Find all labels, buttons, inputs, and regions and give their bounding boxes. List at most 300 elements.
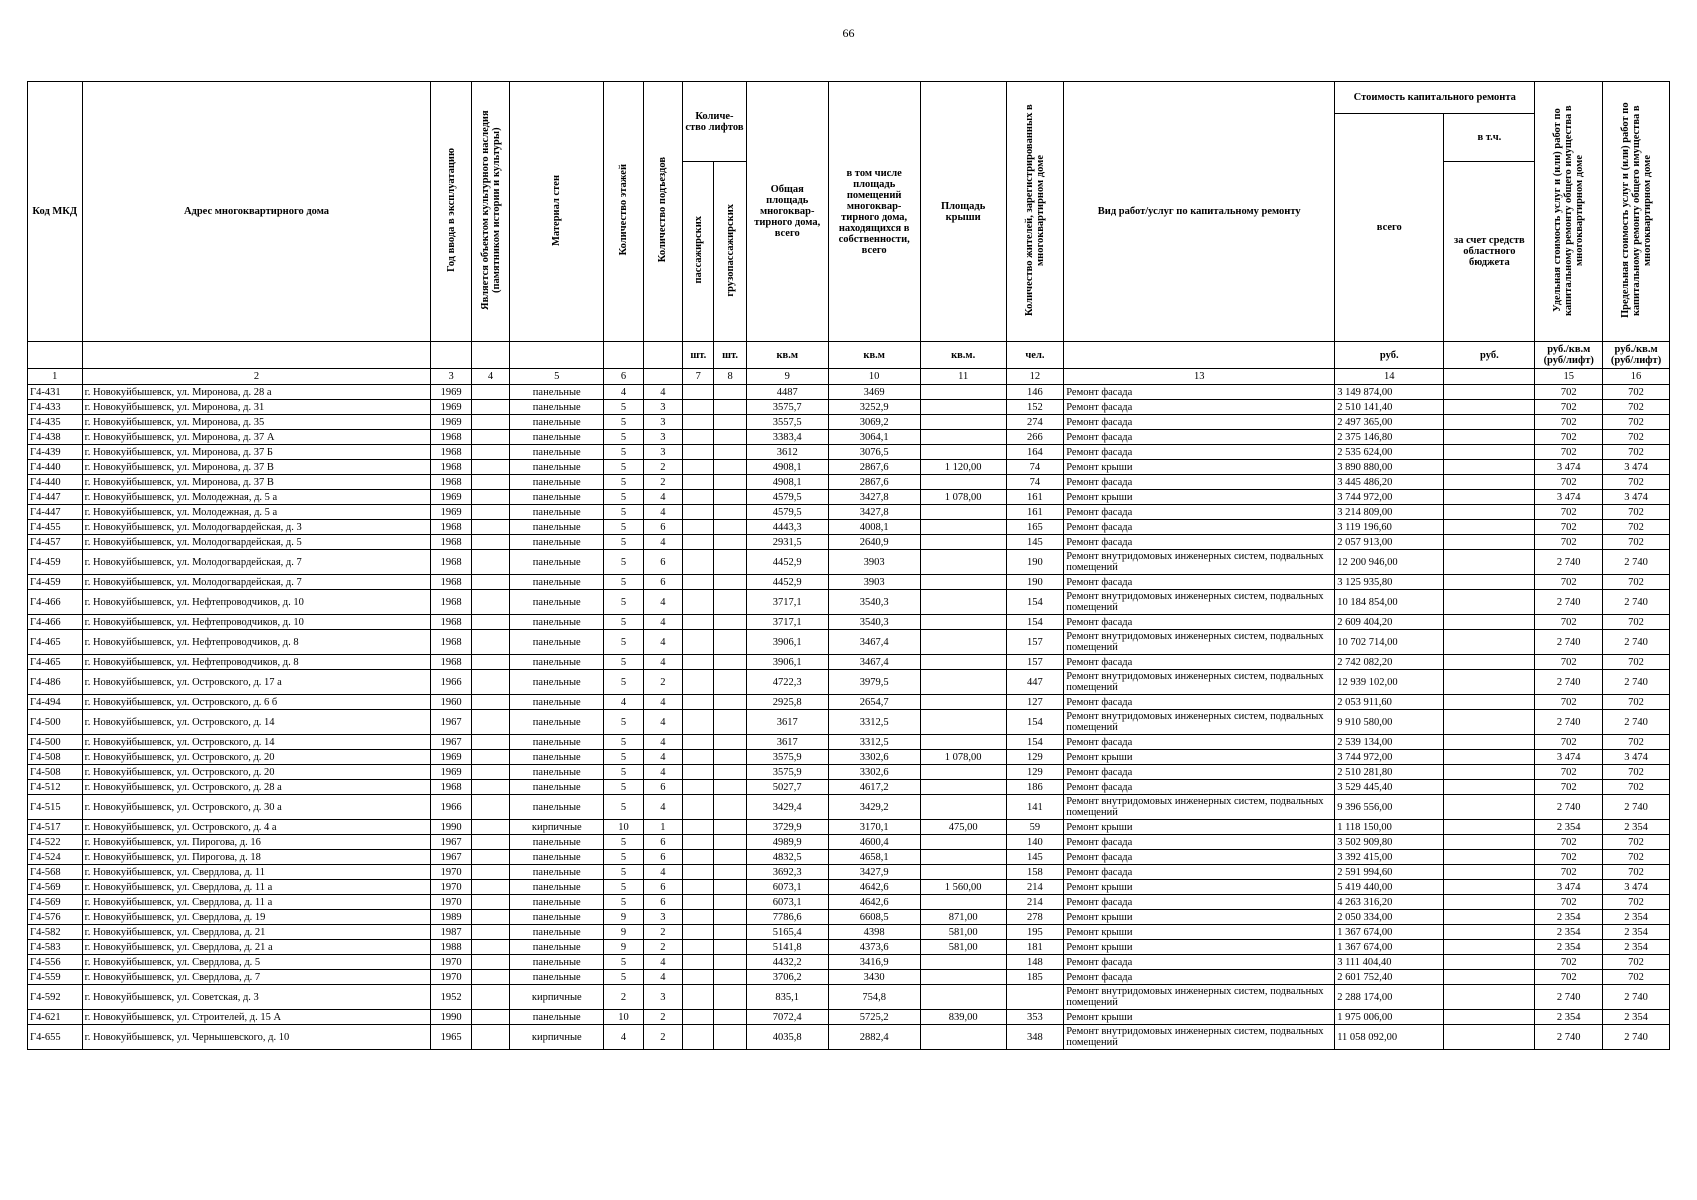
row-max-cost: 702 <box>1603 385 1670 400</box>
row-unit-cost: 2 740 <box>1535 710 1603 735</box>
row-cost-total: 2 375 146,80 <box>1335 430 1444 445</box>
row-roof-area <box>920 385 1006 400</box>
row-cost-total: 3 214 809,00 <box>1335 505 1444 520</box>
row-address: г. Новокуйбышевск, ул. Молодогвардейская, д. 7 <box>82 575 431 590</box>
row-material: панельные <box>510 475 604 490</box>
row-lifts-pass <box>683 520 714 535</box>
row-area-total: 2925,8 <box>746 695 828 710</box>
row-area-owned: 3903 <box>828 575 920 590</box>
row-material: панельные <box>510 445 604 460</box>
row-floors: 5 <box>604 430 643 445</box>
row-lifts-pass <box>683 895 714 910</box>
row-material: панельные <box>510 400 604 415</box>
col-num: 4 <box>471 369 509 385</box>
row-residents: 152 <box>1006 400 1064 415</box>
row-cost-regional <box>1444 940 1535 955</box>
row-year: 1970 <box>431 895 471 910</box>
row-work-type: Ремонт фасада <box>1064 535 1335 550</box>
row-entrances: 1 <box>643 820 682 835</box>
table-row <box>28 630 1670 655</box>
row-residents: 158 <box>1006 865 1064 880</box>
row-unit-cost: 702 <box>1535 970 1603 985</box>
row-heritage <box>471 1025 509 1050</box>
row-code: Г4-438 <box>28 430 83 445</box>
row-code: Г4-655 <box>28 1025 83 1050</box>
row-entrances: 4 <box>643 710 682 735</box>
row-year: 1968 <box>431 575 471 590</box>
row-material: панельные <box>510 550 604 575</box>
row-entrances: 4 <box>643 955 682 970</box>
row-work-type: Ремонт внутридомовых инженерных систем, подвальных помещений <box>1064 550 1335 575</box>
row-residents: 353 <box>1006 1010 1064 1025</box>
row-year: 1969 <box>431 765 471 780</box>
row-roof-area <box>920 590 1006 615</box>
row-material: панельные <box>510 490 604 505</box>
row-address: г. Новокуйбышевск, ул. Островского, д. 17 а <box>82 670 431 695</box>
row-residents: 157 <box>1006 655 1064 670</box>
row-heritage <box>471 820 509 835</box>
row-year: 1968 <box>431 445 471 460</box>
row-area-total: 4443,3 <box>746 520 828 535</box>
row-lifts-cargo <box>714 655 746 670</box>
row-heritage <box>471 430 509 445</box>
row-lifts-cargo <box>714 735 746 750</box>
row-area-total: 3617 <box>746 735 828 750</box>
row-area-total: 3383,4 <box>746 430 828 445</box>
row-code: Г4-494 <box>28 695 83 710</box>
row-lifts-pass <box>683 970 714 985</box>
col-num <box>643 369 682 385</box>
row-cost-total: 2 609 404,20 <box>1335 615 1444 630</box>
row-code: Г4-582 <box>28 925 83 940</box>
row-material: панельные <box>510 750 604 765</box>
row-year: 1990 <box>431 820 471 835</box>
table-row <box>28 445 1670 460</box>
row-floors: 5 <box>604 505 643 520</box>
row-address: г. Новокуйбышевск, ул. Свердлова, д. 11 а <box>82 880 431 895</box>
row-area-owned: 754,8 <box>828 985 920 1010</box>
row-cost-regional <box>1444 520 1535 535</box>
row-heritage <box>471 835 509 850</box>
row-floors: 5 <box>604 750 643 765</box>
row-cost-total: 2 053 911,60 <box>1335 695 1444 710</box>
row-lifts-pass <box>683 445 714 460</box>
row-area-owned: 4398 <box>828 925 920 940</box>
col-num <box>1444 369 1535 385</box>
row-floors: 4 <box>604 1025 643 1050</box>
row-code: Г4-465 <box>28 655 83 670</box>
row-heritage <box>471 575 509 590</box>
row-entrances: 3 <box>643 430 682 445</box>
page-number: 66 <box>842 26 855 40</box>
row-area-total: 7072,4 <box>746 1010 828 1025</box>
row-entrances: 3 <box>643 910 682 925</box>
col-num: 8 <box>714 369 746 385</box>
row-cost-regional <box>1444 955 1535 970</box>
row-address: г. Новокуйбышевск, ул. Строителей, д. 15 А <box>82 1010 431 1025</box>
row-material: панельные <box>510 765 604 780</box>
row-cost-total: 12 939 102,00 <box>1335 670 1444 695</box>
row-entrances: 2 <box>643 670 682 695</box>
row-cost-regional <box>1444 475 1535 490</box>
row-residents: 146 <box>1006 385 1064 400</box>
row-area-total: 3706,2 <box>746 970 828 985</box>
table-row <box>28 1010 1670 1025</box>
row-residents: 74 <box>1006 475 1064 490</box>
row-year: 1966 <box>431 795 471 820</box>
row-area-total: 3617 <box>746 710 828 735</box>
row-year: 1967 <box>431 710 471 735</box>
row-year: 1970 <box>431 880 471 895</box>
row-area-total: 5027,7 <box>746 780 828 795</box>
row-roof-area <box>920 520 1006 535</box>
row-code: Г4-583 <box>28 940 83 955</box>
row-cost-total: 3 744 972,00 <box>1335 750 1444 765</box>
row-residents: 161 <box>1006 505 1064 520</box>
row-lifts-cargo <box>714 445 746 460</box>
row-roof-area <box>920 415 1006 430</box>
row-address: г. Новокуйбышевск, ул. Свердлова, д. 21 <box>82 925 431 940</box>
row-work-type: Ремонт фасада <box>1064 695 1335 710</box>
row-material: панельные <box>510 1010 604 1025</box>
col-num: 12 <box>1006 369 1064 385</box>
row-roof-area: 475,00 <box>920 820 1006 835</box>
row-address: г. Новокуйбышевск, ул. Молодогвардейская, д. 5 <box>82 535 431 550</box>
row-residents: 181 <box>1006 940 1064 955</box>
row-area-total: 4452,9 <box>746 550 828 575</box>
header-unit-cost: Удельная стоимость услуг и (или) работ по капитальному ремонту общего имущества в многоквартирном доме <box>1535 82 1603 342</box>
row-max-cost: 702 <box>1603 475 1670 490</box>
row-unit-cost: 3 474 <box>1535 460 1603 475</box>
row-area-owned: 3076,5 <box>828 445 920 460</box>
row-lifts-pass <box>683 400 714 415</box>
row-material: панельные <box>510 865 604 880</box>
row-heritage <box>471 925 509 940</box>
row-year: 1952 <box>431 985 471 1010</box>
row-max-cost: 2 740 <box>1603 670 1670 695</box>
row-max-cost: 2 354 <box>1603 820 1670 835</box>
row-area-owned: 3252,9 <box>828 400 920 415</box>
row-roof-area <box>920 615 1006 630</box>
row-material: панельные <box>510 615 604 630</box>
row-area-owned: 3302,6 <box>828 765 920 780</box>
row-unit-cost: 2 740 <box>1535 795 1603 820</box>
row-code: Г4-524 <box>28 850 83 865</box>
row-work-type: Ремонт фасада <box>1064 895 1335 910</box>
row-cost-regional <box>1444 1025 1535 1050</box>
row-work-type: Ремонт внутридомовых инженерных систем, подвальных помещений <box>1064 795 1335 820</box>
row-area-total: 4908,1 <box>746 460 828 475</box>
row-residents: 127 <box>1006 695 1064 710</box>
row-entrances: 2 <box>643 1010 682 1025</box>
row-roof-area <box>920 695 1006 710</box>
row-residents: 195 <box>1006 925 1064 940</box>
row-work-type: Ремонт внутридомовых инженерных систем, подвальных помещений <box>1064 630 1335 655</box>
row-floors: 5 <box>604 795 643 820</box>
row-heritage <box>471 750 509 765</box>
row-year: 1968 <box>431 780 471 795</box>
row-cost-total: 2 591 994,60 <box>1335 865 1444 880</box>
row-address: г. Новокуйбышевск, ул. Островского, д. 20 <box>82 765 431 780</box>
row-work-type: Ремонт фасада <box>1064 430 1335 445</box>
row-entrances: 2 <box>643 940 682 955</box>
row-max-cost: 2 740 <box>1603 550 1670 575</box>
row-heritage <box>471 535 509 550</box>
row-unit-cost: 702 <box>1535 695 1603 710</box>
col-num: 16 <box>1603 369 1670 385</box>
table-row <box>28 415 1670 430</box>
row-roof-area <box>920 895 1006 910</box>
row-unit-cost: 702 <box>1535 445 1603 460</box>
row-work-type: Ремонт крыши <box>1064 940 1335 955</box>
unit-sqm: кв.м <box>828 342 920 369</box>
row-floors: 4 <box>604 385 643 400</box>
row-year: 1966 <box>431 670 471 695</box>
row-work-type: Ремонт внутридомовых инженерных систем, подвальных помещений <box>1064 710 1335 735</box>
row-work-type: Ремонт фасада <box>1064 385 1335 400</box>
row-cost-regional <box>1444 880 1535 895</box>
row-lifts-cargo <box>714 820 746 835</box>
table-row <box>28 550 1670 575</box>
row-max-cost: 2 740 <box>1603 590 1670 615</box>
table-row <box>28 985 1670 1010</box>
row-year: 1967 <box>431 850 471 865</box>
row-area-total: 3612 <box>746 445 828 460</box>
row-year: 1967 <box>431 735 471 750</box>
row-residents: 185 <box>1006 970 1064 985</box>
row-lifts-pass <box>683 550 714 575</box>
row-address: г. Новокуйбышевск, ул. Свердлова, д. 11 <box>82 865 431 880</box>
row-year: 1970 <box>431 955 471 970</box>
row-material: кирпичные <box>510 820 604 835</box>
row-area-owned: 3979,5 <box>828 670 920 695</box>
row-max-cost: 702 <box>1603 780 1670 795</box>
row-work-type: Ремонт фасада <box>1064 850 1335 865</box>
unit-pcs: шт. <box>714 342 746 369</box>
col-num: 10 <box>828 369 920 385</box>
row-floors: 5 <box>604 655 643 670</box>
row-roof-area <box>920 505 1006 520</box>
row-roof-area <box>920 430 1006 445</box>
row-code: Г4-621 <box>28 1010 83 1025</box>
row-roof-area <box>920 535 1006 550</box>
row-lifts-pass <box>683 590 714 615</box>
row-area-owned: 3540,3 <box>828 590 920 615</box>
row-max-cost: 702 <box>1603 695 1670 710</box>
row-cost-total: 2 497 365,00 <box>1335 415 1444 430</box>
row-area-owned: 2882,4 <box>828 1025 920 1050</box>
row-cost-total: 2 510 141,40 <box>1335 400 1444 415</box>
table-row <box>28 520 1670 535</box>
row-residents: 59 <box>1006 820 1064 835</box>
row-cost-total: 1 367 674,00 <box>1335 940 1444 955</box>
row-entrances: 4 <box>643 590 682 615</box>
row-material: панельные <box>510 970 604 985</box>
row-floors: 5 <box>604 735 643 750</box>
row-area-total: 4579,5 <box>746 505 828 520</box>
row-entrances: 4 <box>643 615 682 630</box>
row-area-total: 835,1 <box>746 985 828 1010</box>
row-address: г. Новокуйбышевск, ул. Миронова, д. 28 а <box>82 385 431 400</box>
header-roof-area: Площадь крыши <box>920 82 1006 342</box>
row-residents: 129 <box>1006 750 1064 765</box>
row-max-cost: 702 <box>1603 505 1670 520</box>
row-roof-area <box>920 575 1006 590</box>
row-entrances: 4 <box>643 505 682 520</box>
row-area-total: 4989,9 <box>746 835 828 850</box>
row-cost-regional <box>1444 820 1535 835</box>
row-lifts-pass <box>683 630 714 655</box>
row-lifts-pass <box>683 615 714 630</box>
row-lifts-pass <box>683 955 714 970</box>
row-code: Г4-459 <box>28 575 83 590</box>
row-heritage <box>471 655 509 670</box>
row-address: г. Новокуйбышевск, ул. Островского, д. 28 а <box>82 780 431 795</box>
row-roof-area: 1 078,00 <box>920 750 1006 765</box>
row-address: г. Новокуйбышевск, ул. Нефтепроводчиков, д. 10 <box>82 590 431 615</box>
row-roof-area <box>920 670 1006 695</box>
row-entrances: 4 <box>643 630 682 655</box>
row-material: панельные <box>510 670 604 695</box>
row-address: г. Новокуйбышевск, ул. Миронова, д. 35 <box>82 415 431 430</box>
row-heritage <box>471 910 509 925</box>
row-code: Г4-440 <box>28 460 83 475</box>
row-lifts-cargo <box>714 795 746 820</box>
row-residents: 186 <box>1006 780 1064 795</box>
row-cost-regional <box>1444 670 1535 695</box>
row-cost-total: 2 539 134,00 <box>1335 735 1444 750</box>
row-floors: 5 <box>604 490 643 505</box>
table-row <box>28 940 1670 955</box>
row-roof-area <box>920 630 1006 655</box>
row-cost-total: 2 510 281,80 <box>1335 765 1444 780</box>
row-residents: 278 <box>1006 910 1064 925</box>
row-area-owned: 3170,1 <box>828 820 920 835</box>
row-area-total: 4035,8 <box>746 1025 828 1050</box>
row-lifts-cargo <box>714 835 746 850</box>
row-lifts-cargo <box>714 550 746 575</box>
row-code: Г4-486 <box>28 670 83 695</box>
row-code: Г4-447 <box>28 490 83 505</box>
row-entrances: 4 <box>643 535 682 550</box>
row-cost-regional <box>1444 430 1535 445</box>
table-row <box>28 910 1670 925</box>
row-work-type: Ремонт внутридомовых инженерных систем, подвальных помещений <box>1064 670 1335 695</box>
row-unit-cost: 702 <box>1535 575 1603 590</box>
row-heritage <box>471 460 509 475</box>
row-cost-regional <box>1444 1010 1535 1025</box>
row-roof-area <box>920 710 1006 735</box>
row-floors: 5 <box>604 765 643 780</box>
table-row <box>28 535 1670 550</box>
row-lifts-cargo <box>714 460 746 475</box>
capital-repair-table <box>27 81 1670 1050</box>
header-area-total: Общая площадь многоквар-тирного дома, всего <box>746 82 828 342</box>
row-entrances: 3 <box>643 985 682 1010</box>
header-year: Год ввода в эксплуатацию <box>431 82 471 342</box>
row-lifts-pass <box>683 505 714 520</box>
row-area-owned: 2640,9 <box>828 535 920 550</box>
row-lifts-cargo <box>714 415 746 430</box>
row-roof-area <box>920 850 1006 865</box>
col-num: 5 <box>510 369 604 385</box>
row-cost-regional <box>1444 615 1535 630</box>
row-heritage <box>471 550 509 575</box>
row-address: г. Новокуйбышевск, ул. Нефтепроводчиков, д. 10 <box>82 615 431 630</box>
row-unit-cost: 702 <box>1535 520 1603 535</box>
row-cost-total: 2 057 913,00 <box>1335 535 1444 550</box>
col-num: 7 <box>683 369 714 385</box>
row-floors: 9 <box>604 925 643 940</box>
row-unit-cost: 3 474 <box>1535 880 1603 895</box>
row-cost-regional <box>1444 895 1535 910</box>
row-address: г. Новокуйбышевск, ул. Островского, д. 14 <box>82 735 431 750</box>
row-lifts-pass <box>683 475 714 490</box>
row-max-cost: 702 <box>1603 895 1670 910</box>
row-code: Г4-466 <box>28 615 83 630</box>
row-unit-cost: 702 <box>1535 615 1603 630</box>
row-cost-regional <box>1444 735 1535 750</box>
row-work-type: Ремонт фасада <box>1064 575 1335 590</box>
row-area-owned: 6608,5 <box>828 910 920 925</box>
row-lifts-cargo <box>714 535 746 550</box>
row-heritage <box>471 445 509 460</box>
row-year: 1970 <box>431 865 471 880</box>
row-heritage <box>471 710 509 735</box>
row-year: 1968 <box>431 475 471 490</box>
row-material: кирпичные <box>510 985 604 1010</box>
row-floors: 5 <box>604 780 643 795</box>
header-cost: Стоимость капитального ремонта <box>1335 82 1535 114</box>
row-floors: 9 <box>604 940 643 955</box>
row-material: панельные <box>510 940 604 955</box>
row-residents: 129 <box>1006 765 1064 780</box>
row-address: г. Новокуйбышевск, ул. Свердлова, д. 21 а <box>82 940 431 955</box>
row-floors: 5 <box>604 590 643 615</box>
row-work-type: Ремонт крыши <box>1064 750 1335 765</box>
row-entrances: 6 <box>643 550 682 575</box>
row-material: панельные <box>510 630 604 655</box>
row-area-total: 3575,9 <box>746 750 828 765</box>
row-lifts-pass <box>683 850 714 865</box>
row-code: Г4-508 <box>28 765 83 780</box>
row-cost-regional <box>1444 850 1535 865</box>
row-entrances: 2 <box>643 460 682 475</box>
header-entrances: Количество подъездов <box>643 82 682 342</box>
row-work-type: Ремонт крыши <box>1064 910 1335 925</box>
row-area-total: 6073,1 <box>746 880 828 895</box>
row-year: 1990 <box>431 1010 471 1025</box>
row-area-total: 2931,5 <box>746 535 828 550</box>
row-residents: 214 <box>1006 880 1064 895</box>
row-address: г. Новокуйбышевск, ул. Миронова, д. 37 В <box>82 475 431 490</box>
row-code: Г4-447 <box>28 505 83 520</box>
row-heritage <box>471 400 509 415</box>
row-lifts-cargo <box>714 575 746 590</box>
row-cost-total: 3 392 415,00 <box>1335 850 1444 865</box>
row-lifts-cargo <box>714 430 746 445</box>
row-unit-cost: 702 <box>1535 735 1603 750</box>
row-floors: 4 <box>604 695 643 710</box>
unit-people: чел. <box>1006 342 1064 369</box>
row-unit-cost: 702 <box>1535 895 1603 910</box>
row-material: панельные <box>510 505 604 520</box>
row-residents: 165 <box>1006 520 1064 535</box>
row-unit-cost: 702 <box>1535 835 1603 850</box>
row-roof-area <box>920 835 1006 850</box>
row-entrances: 4 <box>643 655 682 670</box>
row-residents: 145 <box>1006 535 1064 550</box>
